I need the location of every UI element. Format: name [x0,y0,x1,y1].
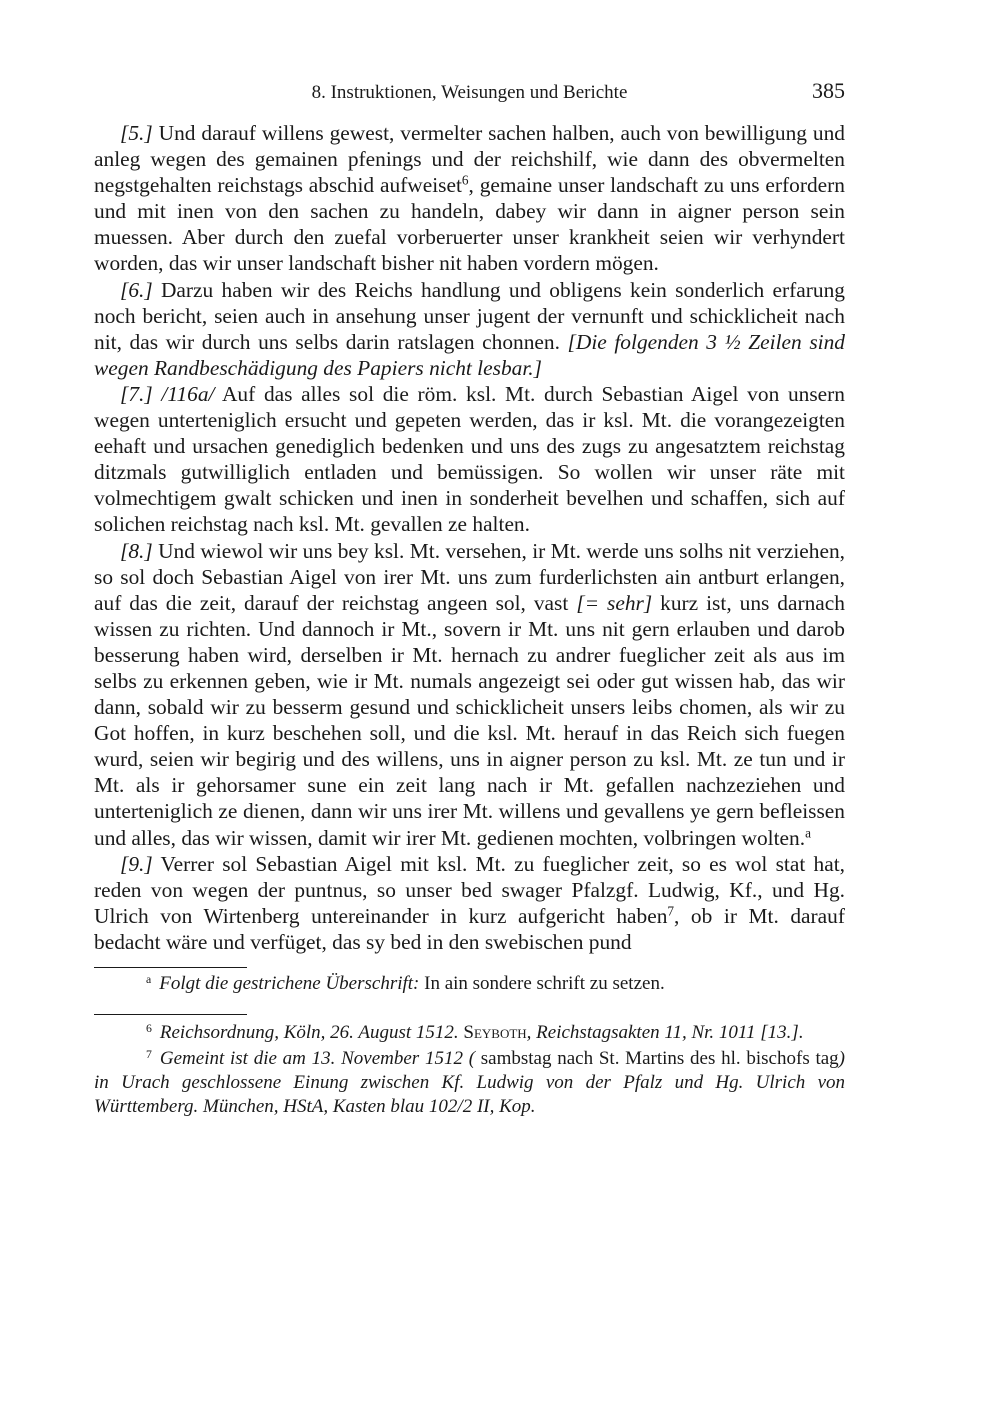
paragraph-number: [7.] /116a/ [120,381,215,406]
paragraph-text: Verrer sol Sebastian Aigel mit ksl. Mt. zu fueglicher zeit, so es wol stat hat, reden von wegen der puntnus, so unser bed swager Pfalzgf. Ludwig, Kf., und Hg. Ulrich von Wirtenberg untereinander in kurz aufgericht haben [94,851,845,928]
page-number: 385 [812,78,845,103]
editorial-note: [Die folgenden 3 ½ Zeilen sind wegen Randbeschädigung des Papiers nicht lesbar.] [94,329,845,380]
paragraph-9 [94,851,845,955]
footnote-text: In ain sondere schrift zu setzen. [419,973,665,994]
paragraph-text: Auf das alles sol die röm. ksl. Mt. durch Sebastian Aigel von unsern wegen unterteniglich ersucht und gepeten werden, das ir ksl. Mt. die vorangezeigten eehaft und ursachen genediglich bedenken und uns des zugs zu angesatztem reichstag ditzmals gutwilliglich entladen und bemüssigen. So wollen wir unser räte mit volmechtigem gwalt schicken und inen in sonderheit bevelhen und schaffen, sich auf solichen reichstag nach ksl. Mt. gevallen ze halten. [94,381,845,537]
running-title: 8. Instruktionen, Weisungen und Berichte [311,82,628,103]
paragraph-7 [94,381,845,538]
paragraph-text: , gemaine unser landschaft zu uns erfordern und mit inen von den sachen zu handeln, dabey wir dann in aigner person sein muessen. Aber durch den zuefal vorberuerter unser krankheit seien wir verhyndert worden, das wir unser landschaft bisher nit haben vordern mögen. [94,173,845,276]
footnote-italic: Reichsordnung, Köln, 26. August 1512. [159,1022,464,1043]
document-page [94,78,845,1119]
paragraph-number: [9.] [120,851,153,876]
footnote-reference[interactable]: 7 [667,903,675,919]
footnote-italic: Gemeint ist die am 13. November 1512 ( [159,1048,476,1069]
footnote-italic: ) in Urach geschlossene Einung zwischen Kf. Ludwig von der Pfalz und Hg. Ulrich von Württemberg. München, HStA, Kasten blau 102/2 II, Kop. [94,1048,845,1117]
paragraph-8 [94,538,845,851]
paragraph-number: [8.] [120,538,153,563]
footnote-divider [94,967,247,968]
footnote-text: sambstag nach St. Martins des hl. bischofs tag [475,1048,839,1069]
paragraph-text: Darzu haben wir des Reichs handlung und obligens kein sonderlich erfarung noch bericht, seien auch in ansehung unser jugent der vernunft und schicklicheit nach nit, das wir durch uns selbs darin ratslagen chonnen. [94,277,845,354]
paragraph-5 [94,120,845,277]
footnote-italic: Folgt die gestrichene Überschrift: [159,973,420,994]
footnote-6: $^6$ Reichsordnung, Köln, 26. August 1512. Seyboth, Reichstagsakten 11, Nr. 1011 [13.]. [146,1021,804,1043]
footnote-reference[interactable]: 6 [461,172,469,188]
paragraph-text: kurz ist, uns darnach wissen zu richten. Und dannoch ir Mt., sovern ir Mt. uns nit gern erlauben und darob besserung haben wird, derselben ir Mt. hernach zu andrer fueglicher zeit als aus im selbs zu erkennen geben, wie ir Mt. numals angezeigt sei oder gut wissen hab, das wir dann, sobald wir zu besserm gesund und schicklicheit unsers leibs chomen, als wir zu Got hoffen, in kurz beschehen soll, und die ksl. Mt. herauf in das Reich sich fuegen wurd, seien wir begirig und des willens, uns in aigner person zu ksl. Mt. ze tun und ir Mt. als ir gehorsamer sune ein zeit lang nach ir Mt. gefallen nachzeziehen und unterteniglich ze dienen, dann wir uns irer Mt. willens und gevallens ye gern befleissen und alles, das wir wissen, damit wir irer Mt. gedienen mochten, volbringen wolten. [94,590,845,850]
main-text [94,120,845,955]
paragraph-text: Und darauf willens gewest, vermelter sachen halben, auch von bewilligung und anleg wegen des gemainen pfenings und der reichshilf, wie dann des obvermelten negstgehalten reichstags abschid aufweiset [94,121,845,198]
footnote-author: Seyboth [463,1022,527,1043]
footnote-italic: , Reichstagsakten 11, Nr. 1011 [13.]. [526,1022,804,1043]
running-head [94,78,845,108]
editorial-gloss: [= sehr] [576,590,653,615]
paragraph-number: [5.] [120,121,153,145]
footnote-a: $^a$ Folgt die gestrichene Überschrift: In ain sondere schrift zu setzen. [146,972,665,994]
footnote-divider [94,1014,247,1015]
paragraph-text: , ob ir Mt. darauf bedacht wäre und verfüget, das sy bed in den swebischen pund [94,903,845,954]
footnote-7: $^7$ Gemeint ist die am 13. November 1512 ( sambstag nach St. Martins des hl. bischofs tag) in Urach geschlossene Einung zwischen Kf. Ludwig von der Pfalz und Hg. Ulrich von Württemberg. München, HStA, Kasten blau 102/2 II, Kop. [94,1047,845,1117]
footnote-reference[interactable]: a [805,825,811,841]
paragraph-number: [6.] [120,277,153,302]
paragraph-text: Und wiewol wir uns bey ksl. Mt. versehen, ir Mt. werde uns solhs nit verziehen, so sol doch Sebastian Aigel von irer Mt. uns zum furderlichsten ain antburt erlangen, auf das die zeit, darauf der reichstag angeen sol, vast [94,538,845,615]
paragraph-6 [94,277,845,381]
